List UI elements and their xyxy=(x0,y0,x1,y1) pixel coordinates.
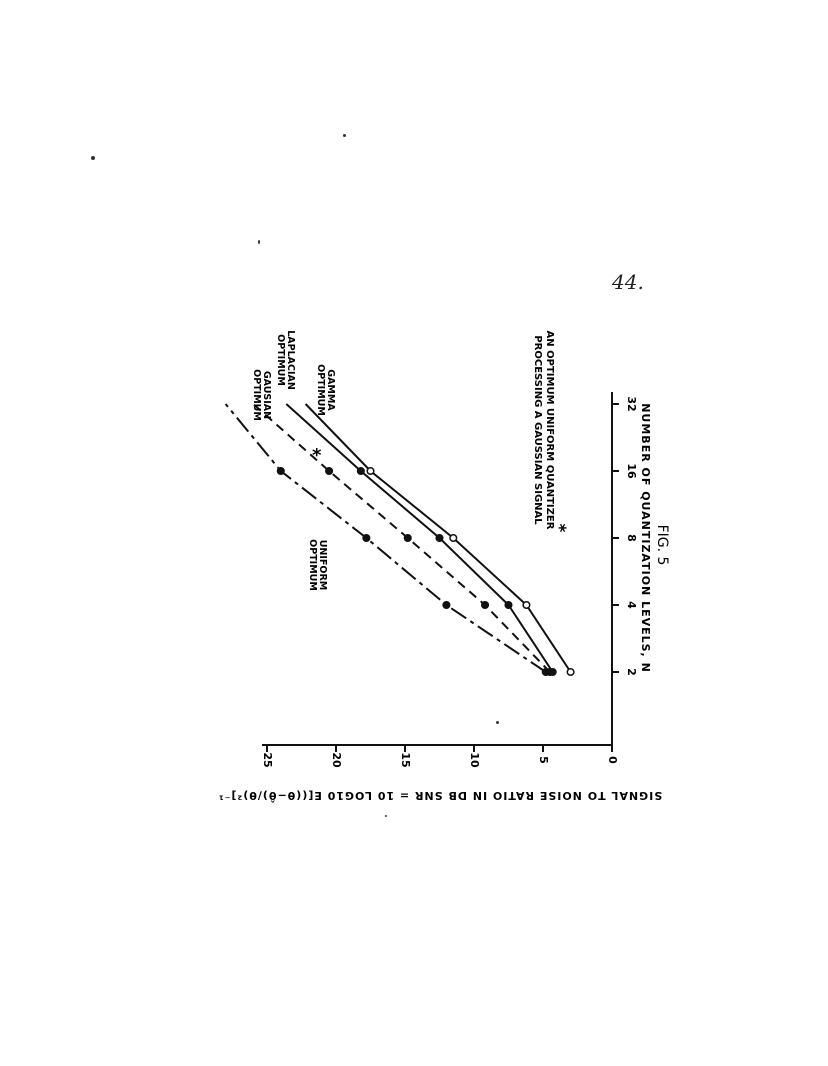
series-label: GAMMA xyxy=(325,369,336,411)
data-point xyxy=(363,535,370,542)
scan-speck xyxy=(258,240,260,244)
x-tick-label: 2 xyxy=(625,668,638,676)
y-tick-label: 20 xyxy=(330,752,343,768)
data-point xyxy=(443,602,450,609)
y-tick-label: 0 xyxy=(606,756,619,764)
data-point xyxy=(358,468,365,475)
scan-speck xyxy=(496,721,499,724)
data-point xyxy=(326,468,333,475)
scan-speck xyxy=(385,815,387,817)
series-label: OPTIMUM xyxy=(307,539,318,591)
x-tick-label: 16 xyxy=(625,463,638,479)
data-point xyxy=(567,669,574,676)
x-tick-label: 8 xyxy=(625,534,638,542)
series-label: OPTIMUM xyxy=(251,369,262,421)
y-tick-label: 15 xyxy=(399,752,412,768)
data-point xyxy=(278,468,285,475)
data-point xyxy=(549,669,556,676)
data-point xyxy=(523,602,530,609)
x-tick-label: 32 xyxy=(625,396,638,412)
data-point xyxy=(450,535,457,542)
data-point xyxy=(367,468,374,475)
scan-speck xyxy=(91,156,95,160)
series-label: OPTIMUM xyxy=(275,334,286,386)
figure-label: FIG. 5 xyxy=(654,524,670,566)
x-tick-label: 4 xyxy=(625,601,638,609)
data-point xyxy=(436,535,443,542)
y-tick-label: 25 xyxy=(261,752,274,768)
annotation-footnote-marker: * xyxy=(549,523,569,533)
data-point xyxy=(482,602,489,609)
y-tick-label: 10 xyxy=(468,752,481,768)
y-tick-label: 5 xyxy=(537,756,550,764)
series-line xyxy=(253,404,550,672)
series-label: UNIFORM xyxy=(317,539,328,591)
scan-speck xyxy=(343,134,346,137)
data-point xyxy=(505,602,512,609)
series-label: GAUSIAN xyxy=(261,370,272,420)
page-number: 44. xyxy=(612,270,644,294)
annotation-text: AN OPTIMUM UNIFORM QUANTIZERPROCESSING A GAUSSIAN SIGNAL xyxy=(532,330,555,530)
data-point xyxy=(404,535,411,542)
series-label: OPTIMUM xyxy=(315,364,326,416)
annotation-marker: * xyxy=(311,445,322,466)
series-line xyxy=(226,404,546,672)
series-line xyxy=(286,404,552,672)
x-axis-label: NUMBER OF QUANTIZATION LEVELS, N xyxy=(639,403,652,673)
series-label: LAPLACIAN xyxy=(285,330,296,390)
y-axis-label: SIGNAL TO NOISE RATIO IN DB SNR = 10 LOG10 E[((θ−θ̂)/θ)²]⁻¹ xyxy=(217,789,663,802)
